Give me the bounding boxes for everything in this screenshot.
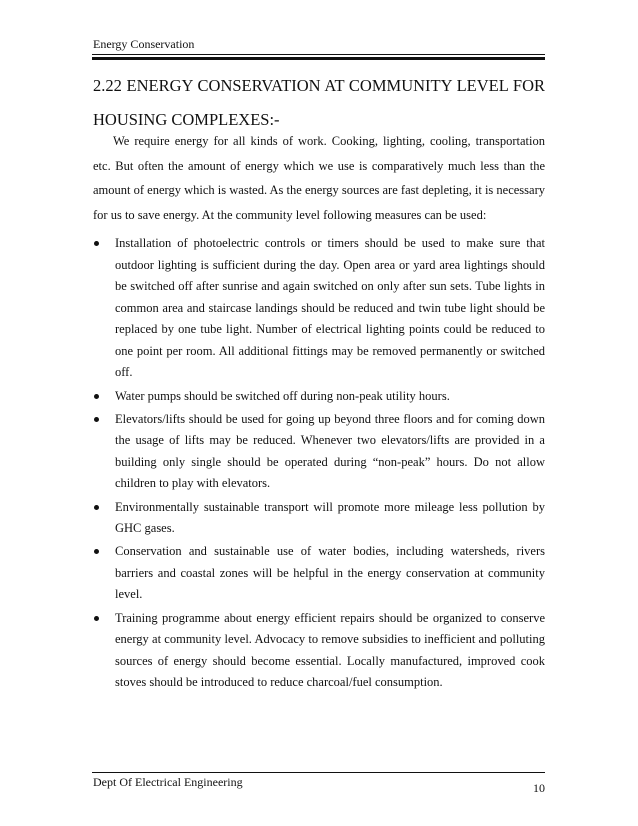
page-number: 10 <box>533 781 545 795</box>
header-rule-thin <box>92 54 545 55</box>
list-item <box>93 233 545 384</box>
list-item-text: Water pumps should be switched off during non-peak utility hours. <box>115 388 450 403</box>
list-item-text: Environmentally sustainable transport will promote more mileage less pollution by GHC gases. <box>115 499 545 536</box>
list-item-text: Installation of photoelectric controls or timers should be used to make sure that outdoor lighting is sufficient during the day. Open area or yard area lightings should be switched off after sunrise and again switched on only after sun sets. Tube lights in common area and staircase landings should be reduced and twin tube light should be replaced by one tube light. Number of electrical lighting points could be reduced to one point per room. All additional fittings may be removed permanently or switched off. <box>115 236 545 379</box>
list-item <box>93 608 545 694</box>
footer-rule <box>92 772 545 773</box>
section-heading: 2.22 ENERGY CONSERVATION AT COMMUNITY LEVEL FOR HOUSING COMPLEXES:- <box>93 76 545 129</box>
running-header: Energy Conservation <box>93 37 195 51</box>
list-item-text: Conservation and sustainable use of water bodies, including watersheds, rivers barriers and coastal zones will be helpful in the energy conservation at community level. <box>115 544 545 602</box>
intro-paragraph: We require energy for all kinds of work. Cooking, lighting, cooling, transportation etc. But often the amount of energy which we use is comparatively much less than the amount of energy which is wasted. As the energy sources are fast depleting, it is necessary for us to save energy. At the community level following measures can be used: <box>93 134 545 222</box>
bullet-icon <box>94 241 99 246</box>
footer-department: Dept Of Electrical Engineering <box>93 775 243 789</box>
list-item <box>93 497 545 540</box>
header-rule-thick <box>92 57 545 60</box>
list-item-text: Elevators/lifts should be used for going up beyond three floors and for coming down the usage of lifts may be reduced. Whenever two elevators/lifts are provided in a building only single should be operated during “non-peak” hours. Do not allow children to play with elevators. <box>115 411 545 491</box>
list-item <box>93 541 545 606</box>
measures-list <box>93 233 545 695</box>
bullet-icon <box>94 505 99 510</box>
list-item-text: Training programme about energy efficient repairs should be organized to conserve energy at community level. Advocacy to remove subsidies to inefficient and polluting sources of energy should become essential. Locally manufactured, improved cook stoves should be introduced to reduce charcoal/fuel consumption. <box>115 610 545 690</box>
bullet-icon <box>94 616 99 621</box>
list-item <box>93 386 545 408</box>
list-item <box>93 409 545 495</box>
bullet-icon <box>94 417 99 422</box>
bullet-icon <box>94 549 99 554</box>
bullet-icon <box>94 394 99 399</box>
